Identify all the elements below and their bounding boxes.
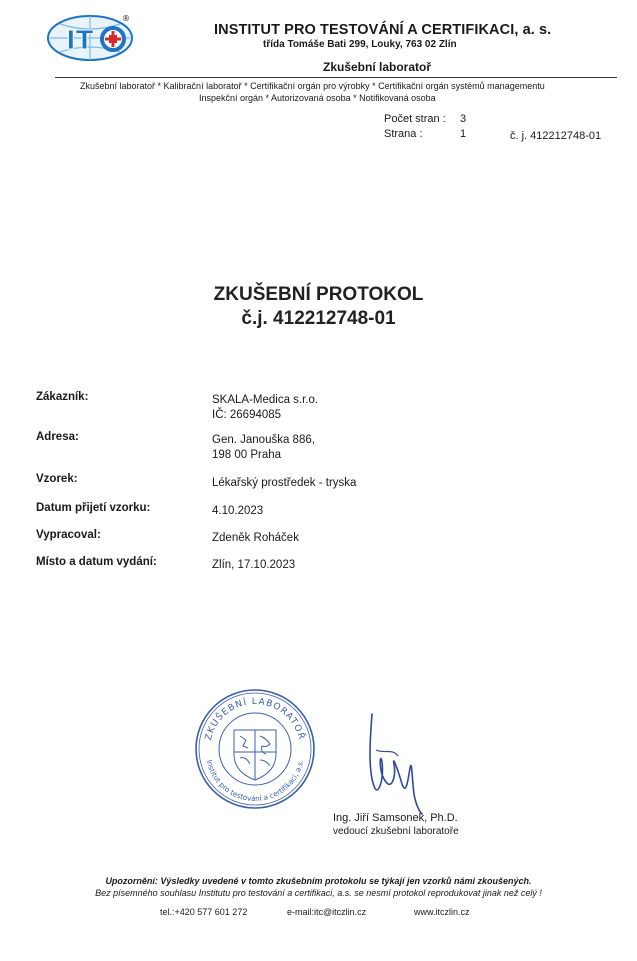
organization-address: třída Tomáše Bati 299, Louky, 763 02 Zlín: [263, 39, 457, 50]
address-label: Adresa:: [36, 431, 79, 443]
issue-place-date-value: Zlín, 17.10.2023: [212, 559, 296, 571]
received-date-value: 4.10.2023: [212, 505, 264, 517]
footer-reproduction-notice: Bez písemného souhlasu Institutu pro testování a certifikaci, a.s. se nesmí protokol reprodukovat jinak než celý !: [95, 888, 542, 898]
footer-notice: Upozornění: Výsledky uvedené v tomto zkušebním protokolu se týkají jen vzorků námi zkoušených.: [105, 876, 532, 886]
address-line1: Gen. Janouška 886,: [212, 434, 315, 446]
customer-label: Zákazník:: [36, 391, 89, 403]
prepared-by-label: Vypracoval:: [36, 529, 101, 541]
svg-text:®: ®: [122, 14, 130, 23]
received-date-label: Datum přijetí vzorku:: [36, 502, 151, 514]
page-number-value: 1: [460, 128, 467, 140]
organization-name: INSTITUT PRO TESTOVÁNÍ A CERTIFIKACI, a. s.: [214, 22, 552, 38]
accreditation-scope-line1: Zkušební laboratoř * Kalibrační laboratoř * Certifikační orgán pro výrobky * Certifikační orgán systémů managementu: [80, 81, 545, 91]
laboratory-stamp: [192, 688, 318, 810]
customer-name: SKALA-Medica s.r.o.: [212, 394, 319, 406]
footer-phone: tel.:+420 577 601 272: [160, 907, 248, 917]
sample-label: Vzorek:: [36, 473, 78, 485]
reference-number: č. j. 412212748-01: [510, 130, 602, 142]
customer-value: [212, 393, 318, 423]
document-title: ZKUŠEBNÍ PROTOKOL: [213, 284, 424, 305]
signatory-role: vedoucí zkušební laboratoře: [333, 826, 459, 837]
document-number: č.j. 412212748-01: [241, 308, 396, 329]
prepared-by-value: Zdeněk Roháček: [212, 532, 299, 544]
address-value: [212, 433, 315, 463]
laboratory-name: Zkušební laboratoř: [323, 60, 432, 74]
page-number-label: Strana :: [384, 128, 423, 140]
itc-logo: [46, 12, 134, 62]
header-divider: [55, 77, 617, 78]
handwritten-signature: [362, 710, 430, 818]
svg-text:ZKUŠEBNÍ LABORATOŘ: ZKUŠEBNÍ LABORATOŘ: [203, 696, 307, 742]
customer-id: IČ: 26694085: [212, 409, 282, 421]
page-count-value: 3: [460, 113, 467, 125]
svg-text:IT: IT: [66, 26, 94, 56]
signatory-name: Ing. Jiří Samsonek, Ph.D.: [333, 812, 458, 824]
footer-email: e-mail:itc@itczlin.cz: [287, 907, 367, 917]
svg-text:Institut pro testování a certi: Institut pro testování a certifikaci, a.s.: [204, 759, 306, 804]
accreditation-scope-line2: Inspekční orgán * Autorizovaná osoba * Notifikovaná osoba: [199, 93, 436, 103]
address-line2: 198 00 Praha: [212, 449, 282, 461]
issue-place-date-label: Místo a datum vydání:: [36, 556, 157, 568]
footer-website: www.itczlin.cz: [414, 907, 470, 917]
sample-value: Lékařský prostředek - tryska: [212, 477, 357, 489]
page-count-label: Počet stran :: [384, 113, 446, 125]
